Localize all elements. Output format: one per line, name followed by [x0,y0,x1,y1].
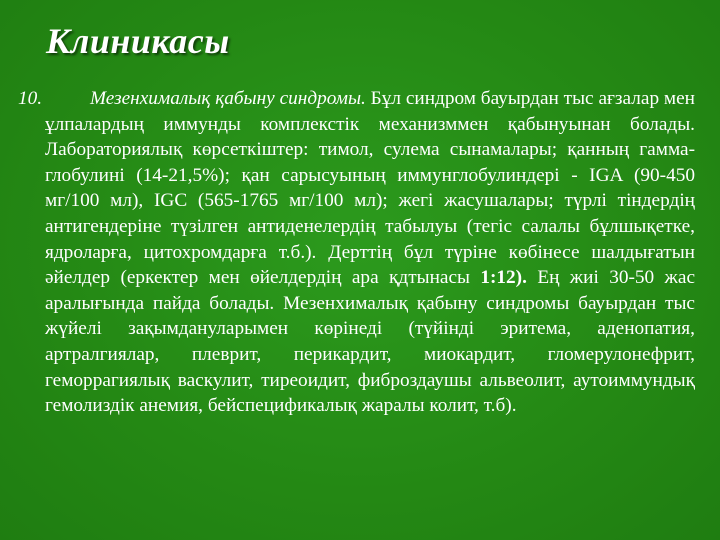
body-text-part1: Бұл синдром бауырдан тыс ағзалар мен ұлпалардың иммунды комплекстік механизммен қабынуынан болады. Лабораториялық көрсеткіштер: тимол, сулема сынамалары; қанның гамма-глобулині (14-21,5%); қан сарысуының иммунглобулиндері - IGA (90-450 мг/100 мл), IGC (565-1765 мг/100 мл); жегі жасушалары; түрлі тіндердің антигендеріне түзілген антиденелердің табылуы (тегіс салалы бұлшықетке, ядроларға, цитохромдарға т.б.). Дерттің бұл түріне көбінесе шалдығатын әйелдер (еркектер мен өйелдердің ара қдтынасы [45,88,695,289]
item-heading: Мезенхималық қабыну синдромы. [90,88,366,109]
slide-body [18,86,695,419]
ratio-value: 1:12). [480,267,527,289]
item-number: 10. [18,88,43,109]
paragraph-item-10 [18,86,695,419]
body-text-part2: Ең жиі 30-50 жас аралығында пайда болады. Мезенхималық қабыну синдромы бауырдан тыс жүйелі зақымдануларымен көрінеді (түйінді эритема, аденопатия, артралгиялар, плеврит, перикардит, миокардит, гломерулонефрит, геморрагиялық васкулит, тиреоидит, фиброздаушы альвеолит, аутоиммундық гемолиздік анемия, бейспецификалық жаралы колит, т.б). [45,267,695,417]
slide-title: Клиникасы [46,21,230,61]
